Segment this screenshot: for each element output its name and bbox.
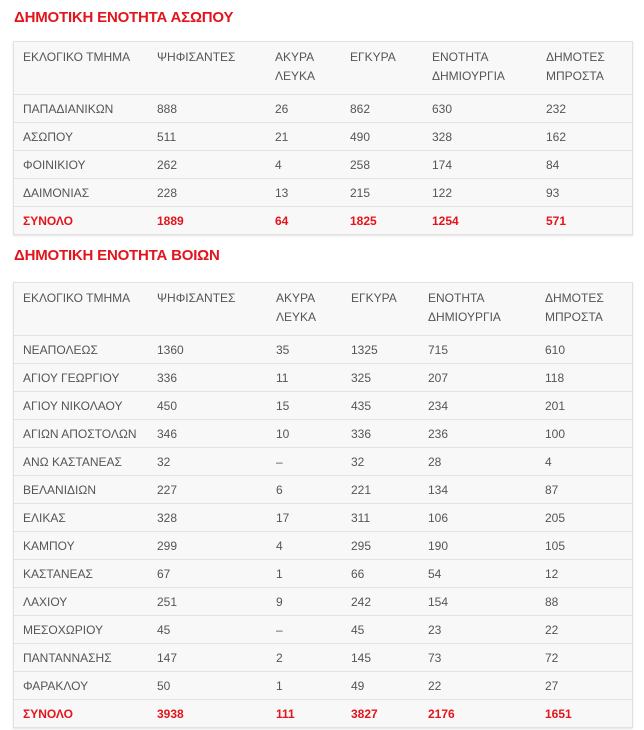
cell-voters: 1360 xyxy=(157,336,276,364)
total-enotita-dimiourgia: 1254 xyxy=(432,207,546,235)
column-header-dimotes-mprosta xyxy=(546,42,632,95)
cell-dimotes-mprosta: 105 xyxy=(545,532,632,560)
cell-valid: 435 xyxy=(351,392,428,420)
cell-dimotes-mprosta: 100 xyxy=(545,420,632,448)
section-title-boion: ΔΗΜΟΤΙΚΗ ΕΝΟΤΗΤΑ ΒΟΙΩΝ xyxy=(14,247,220,264)
cell-valid: 325 xyxy=(351,364,428,392)
cell-valid: 221 xyxy=(351,476,428,504)
column-header-invalid-blank xyxy=(276,283,351,336)
cell-enotita-dimiourgia: 23 xyxy=(428,616,545,644)
cell-valid: 45 xyxy=(351,616,428,644)
cell-valid: 295 xyxy=(351,532,428,560)
column-header-label: ΕΓΚΥΡΑ xyxy=(350,50,396,64)
table-row xyxy=(14,644,632,672)
cell-valid: 215 xyxy=(350,179,432,207)
column-header-polling-station xyxy=(14,283,157,336)
cell-polling-station: ΚΑΜΠΟΥ xyxy=(14,532,157,560)
cell-invalid-blank: 9 xyxy=(276,588,351,616)
cell-dimotes-mprosta: 232 xyxy=(546,95,632,123)
cell-enotita-dimiourgia: 22 xyxy=(428,672,545,700)
cell-invalid-blank: 1 xyxy=(276,672,351,700)
cell-polling-station: ΦΑΡΑΚΛΟΥ xyxy=(14,672,157,700)
column-header-label: ΔΗΜΟΤΕΣ ΜΠΡΟΣΤΑ xyxy=(546,50,605,83)
cell-polling-station: ΑΓΙΟΥ ΝΙΚΟΛΑΟΥ xyxy=(14,392,157,420)
cell-enotita-dimiourgia: 236 xyxy=(428,420,545,448)
column-header-enotita-dimiourgia xyxy=(432,42,546,95)
column-header-label: ΕΝΟΤΗΤΑ ΔΗΜΙΟΥΡΓΙΑ xyxy=(432,50,505,83)
cell-enotita-dimiourgia: 106 xyxy=(428,504,545,532)
table-row xyxy=(14,95,632,123)
cell-enotita-dimiourgia: 190 xyxy=(428,532,545,560)
table-row xyxy=(14,420,632,448)
table-row xyxy=(14,560,632,588)
cell-enotita-dimiourgia: 154 xyxy=(428,588,545,616)
cell-invalid-blank: 4 xyxy=(275,151,350,179)
cell-invalid-blank: – xyxy=(276,616,351,644)
cell-polling-station: ΕΛΙΚΑΣ xyxy=(14,504,157,532)
cell-voters: 262 xyxy=(157,151,275,179)
cell-polling-station: ΑΓΙΟΥ ΓΕΩΡΓΙΟΥ xyxy=(14,364,157,392)
cell-valid: 49 xyxy=(351,672,428,700)
cell-enotita-dimiourgia: 134 xyxy=(428,476,545,504)
cell-dimotes-mprosta: 22 xyxy=(545,616,632,644)
cell-polling-station: ΑΣΩΠΟΥ xyxy=(14,123,157,151)
column-header-label: ΑΚΥΡΑ ΛΕΥΚΑ xyxy=(275,50,316,83)
total-invalid-blank: 64 xyxy=(275,207,350,235)
cell-polling-station: ΠΑΠΑΔΙΑΝΙΚΩΝ xyxy=(14,95,157,123)
table-header-row xyxy=(14,283,632,336)
cell-invalid-blank: 4 xyxy=(276,532,351,560)
cell-dimotes-mprosta: 88 xyxy=(545,588,632,616)
cell-valid: 336 xyxy=(351,420,428,448)
cell-dimotes-mprosta: 12 xyxy=(545,560,632,588)
total-dimotes-mprosta: 1651 xyxy=(545,700,632,728)
cell-valid: 242 xyxy=(351,588,428,616)
cell-dimotes-mprosta: 84 xyxy=(546,151,632,179)
table-row xyxy=(14,336,632,364)
cell-dimotes-mprosta: 4 xyxy=(545,448,632,476)
cell-valid: 145 xyxy=(351,644,428,672)
cell-dimotes-mprosta: 27 xyxy=(545,672,632,700)
cell-dimotes-mprosta: 201 xyxy=(545,392,632,420)
cell-polling-station: ΠΑΝΤΑΝΝΑΣΗΣ xyxy=(14,644,157,672)
column-header-label: ΨΗΦΙΣΑΝΤΕΣ xyxy=(157,50,236,64)
cell-valid: 32 xyxy=(351,448,428,476)
cell-dimotes-mprosta: 93 xyxy=(546,179,632,207)
cell-invalid-blank: 6 xyxy=(276,476,351,504)
cell-invalid-blank: 35 xyxy=(276,336,351,364)
cell-valid: 1325 xyxy=(351,336,428,364)
table-row xyxy=(14,672,632,700)
cell-voters: 147 xyxy=(157,644,276,672)
cell-enotita-dimiourgia: 28 xyxy=(428,448,545,476)
results-table xyxy=(14,283,632,727)
column-header-label: ΕΚΛΟΓΙΚΟ ΤΜΗΜΑ xyxy=(23,50,131,64)
total-voters: 1889 xyxy=(157,207,275,235)
column-header-voters xyxy=(157,283,276,336)
cell-valid: 490 xyxy=(350,123,432,151)
column-header-voters xyxy=(157,42,275,95)
table-row xyxy=(14,532,632,560)
cell-invalid-blank: 26 xyxy=(275,95,350,123)
cell-polling-station: ΔΑΙΜΟΝΙΑΣ xyxy=(14,179,157,207)
cell-voters: 450 xyxy=(157,392,276,420)
cell-enotita-dimiourgia: 234 xyxy=(428,392,545,420)
table-row xyxy=(14,616,632,644)
column-header-valid xyxy=(351,283,428,336)
table-row xyxy=(14,504,632,532)
cell-polling-station: ΝΕΑΠΟΛΕΩΣ xyxy=(14,336,157,364)
table-row xyxy=(14,392,632,420)
cell-dimotes-mprosta: 205 xyxy=(545,504,632,532)
column-header-label: ΑΚΥΡΑ ΛΕΥΚΑ xyxy=(276,291,317,324)
cell-polling-station: ΑΝΩ ΚΑΣΤΑΝΕΑΣ xyxy=(14,448,157,476)
column-header-label: ΕΝΟΤΗΤΑ ΔΗΜΙΟΥΡΓΙΑ xyxy=(428,291,501,324)
cell-polling-station: ΜΕΣΟΧΩΡΙΟΥ xyxy=(14,616,157,644)
cell-dimotes-mprosta: 118 xyxy=(545,364,632,392)
cell-invalid-blank: 1 xyxy=(276,560,351,588)
cell-voters: 346 xyxy=(157,420,276,448)
table-row xyxy=(14,448,632,476)
cell-invalid-blank: 21 xyxy=(275,123,350,151)
cell-enotita-dimiourgia: 122 xyxy=(432,179,546,207)
cell-enotita-dimiourgia: 630 xyxy=(432,95,546,123)
cell-polling-station: ΦΟΙΝΙΚΙΟΥ xyxy=(14,151,157,179)
cell-voters: 251 xyxy=(157,588,276,616)
cell-invalid-blank: 10 xyxy=(276,420,351,448)
cell-voters: 888 xyxy=(157,95,275,123)
cell-dimotes-mprosta: 162 xyxy=(546,123,632,151)
cell-enotita-dimiourgia: 73 xyxy=(428,644,545,672)
cell-voters: 45 xyxy=(157,616,276,644)
table-row xyxy=(14,151,632,179)
table-header-row xyxy=(14,42,632,95)
cell-voters: 227 xyxy=(157,476,276,504)
column-header-invalid-blank xyxy=(275,42,350,95)
table-total-row xyxy=(14,207,632,235)
cell-dimotes-mprosta: 87 xyxy=(545,476,632,504)
cell-invalid-blank: 2 xyxy=(276,644,351,672)
column-header-polling-station xyxy=(14,42,157,95)
total-invalid-blank: 111 xyxy=(276,700,351,728)
cell-valid: 66 xyxy=(351,560,428,588)
cell-enotita-dimiourgia: 328 xyxy=(432,123,546,151)
cell-invalid-blank: 15 xyxy=(276,392,351,420)
total-polling-station: ΣΥΝΟΛΟ xyxy=(14,207,157,235)
cell-polling-station: ΚΑΣΤΑΝΕΑΣ xyxy=(14,560,157,588)
table-row xyxy=(14,588,632,616)
cell-valid: 311 xyxy=(351,504,428,532)
cell-dimotes-mprosta: 610 xyxy=(545,336,632,364)
cell-voters: 32 xyxy=(157,448,276,476)
cell-enotita-dimiourgia: 54 xyxy=(428,560,545,588)
table-row xyxy=(14,123,632,151)
table-row xyxy=(14,179,632,207)
section-title-asopou: ΔΗΜΟΤΙΚΗ ΕΝΟΤΗΤΑ ΑΣΩΠΟΥ xyxy=(14,9,234,26)
column-header-valid xyxy=(350,42,432,95)
column-header-label: ΔΗΜΟΤΕΣ ΜΠΡΟΣΤΑ xyxy=(545,291,604,324)
cell-dimotes-mprosta: 72 xyxy=(545,644,632,672)
table-row xyxy=(14,364,632,392)
cell-polling-station: ΑΓΙΩΝ ΑΠΟΣΤΟΛΩΝ xyxy=(14,420,157,448)
column-header-dimotes-mprosta xyxy=(545,283,632,336)
column-header-enotita-dimiourgia xyxy=(428,283,545,336)
total-voters: 3938 xyxy=(157,700,276,728)
table-row xyxy=(14,476,632,504)
cell-voters: 336 xyxy=(157,364,276,392)
results-table-asopou xyxy=(13,41,633,235)
total-enotita-dimiourgia: 2176 xyxy=(428,700,545,728)
cell-valid: 862 xyxy=(350,95,432,123)
table-total-row xyxy=(14,700,632,728)
cell-invalid-blank: 17 xyxy=(276,504,351,532)
total-dimotes-mprosta: 571 xyxy=(546,207,632,235)
cell-invalid-blank: – xyxy=(276,448,351,476)
cell-voters: 50 xyxy=(157,672,276,700)
cell-polling-station: ΛΑΧΙΟΥ xyxy=(14,588,157,616)
column-header-label: ΕΓΚΥΡΑ xyxy=(351,291,397,305)
cell-invalid-blank: 11 xyxy=(276,364,351,392)
results-table xyxy=(14,42,632,234)
cell-invalid-blank: 13 xyxy=(275,179,350,207)
cell-voters: 299 xyxy=(157,532,276,560)
cell-polling-station: ΒΕΛΑΝΙΔΙΩΝ xyxy=(14,476,157,504)
cell-valid: 258 xyxy=(350,151,432,179)
cell-enotita-dimiourgia: 715 xyxy=(428,336,545,364)
cell-voters: 228 xyxy=(157,179,275,207)
cell-voters: 511 xyxy=(157,123,275,151)
column-header-label: ΨΗΦΙΣΑΝΤΕΣ xyxy=(157,291,236,305)
cell-enotita-dimiourgia: 174 xyxy=(432,151,546,179)
total-valid: 3827 xyxy=(351,700,428,728)
cell-voters: 67 xyxy=(157,560,276,588)
total-valid: 1825 xyxy=(350,207,432,235)
results-table-boion xyxy=(13,282,633,728)
cell-voters: 328 xyxy=(157,504,276,532)
cell-enotita-dimiourgia: 207 xyxy=(428,364,545,392)
column-header-label: ΕΚΛΟΓΙΚΟ ΤΜΗΜΑ xyxy=(23,291,131,305)
total-polling-station: ΣΥΝΟΛΟ xyxy=(14,700,157,728)
